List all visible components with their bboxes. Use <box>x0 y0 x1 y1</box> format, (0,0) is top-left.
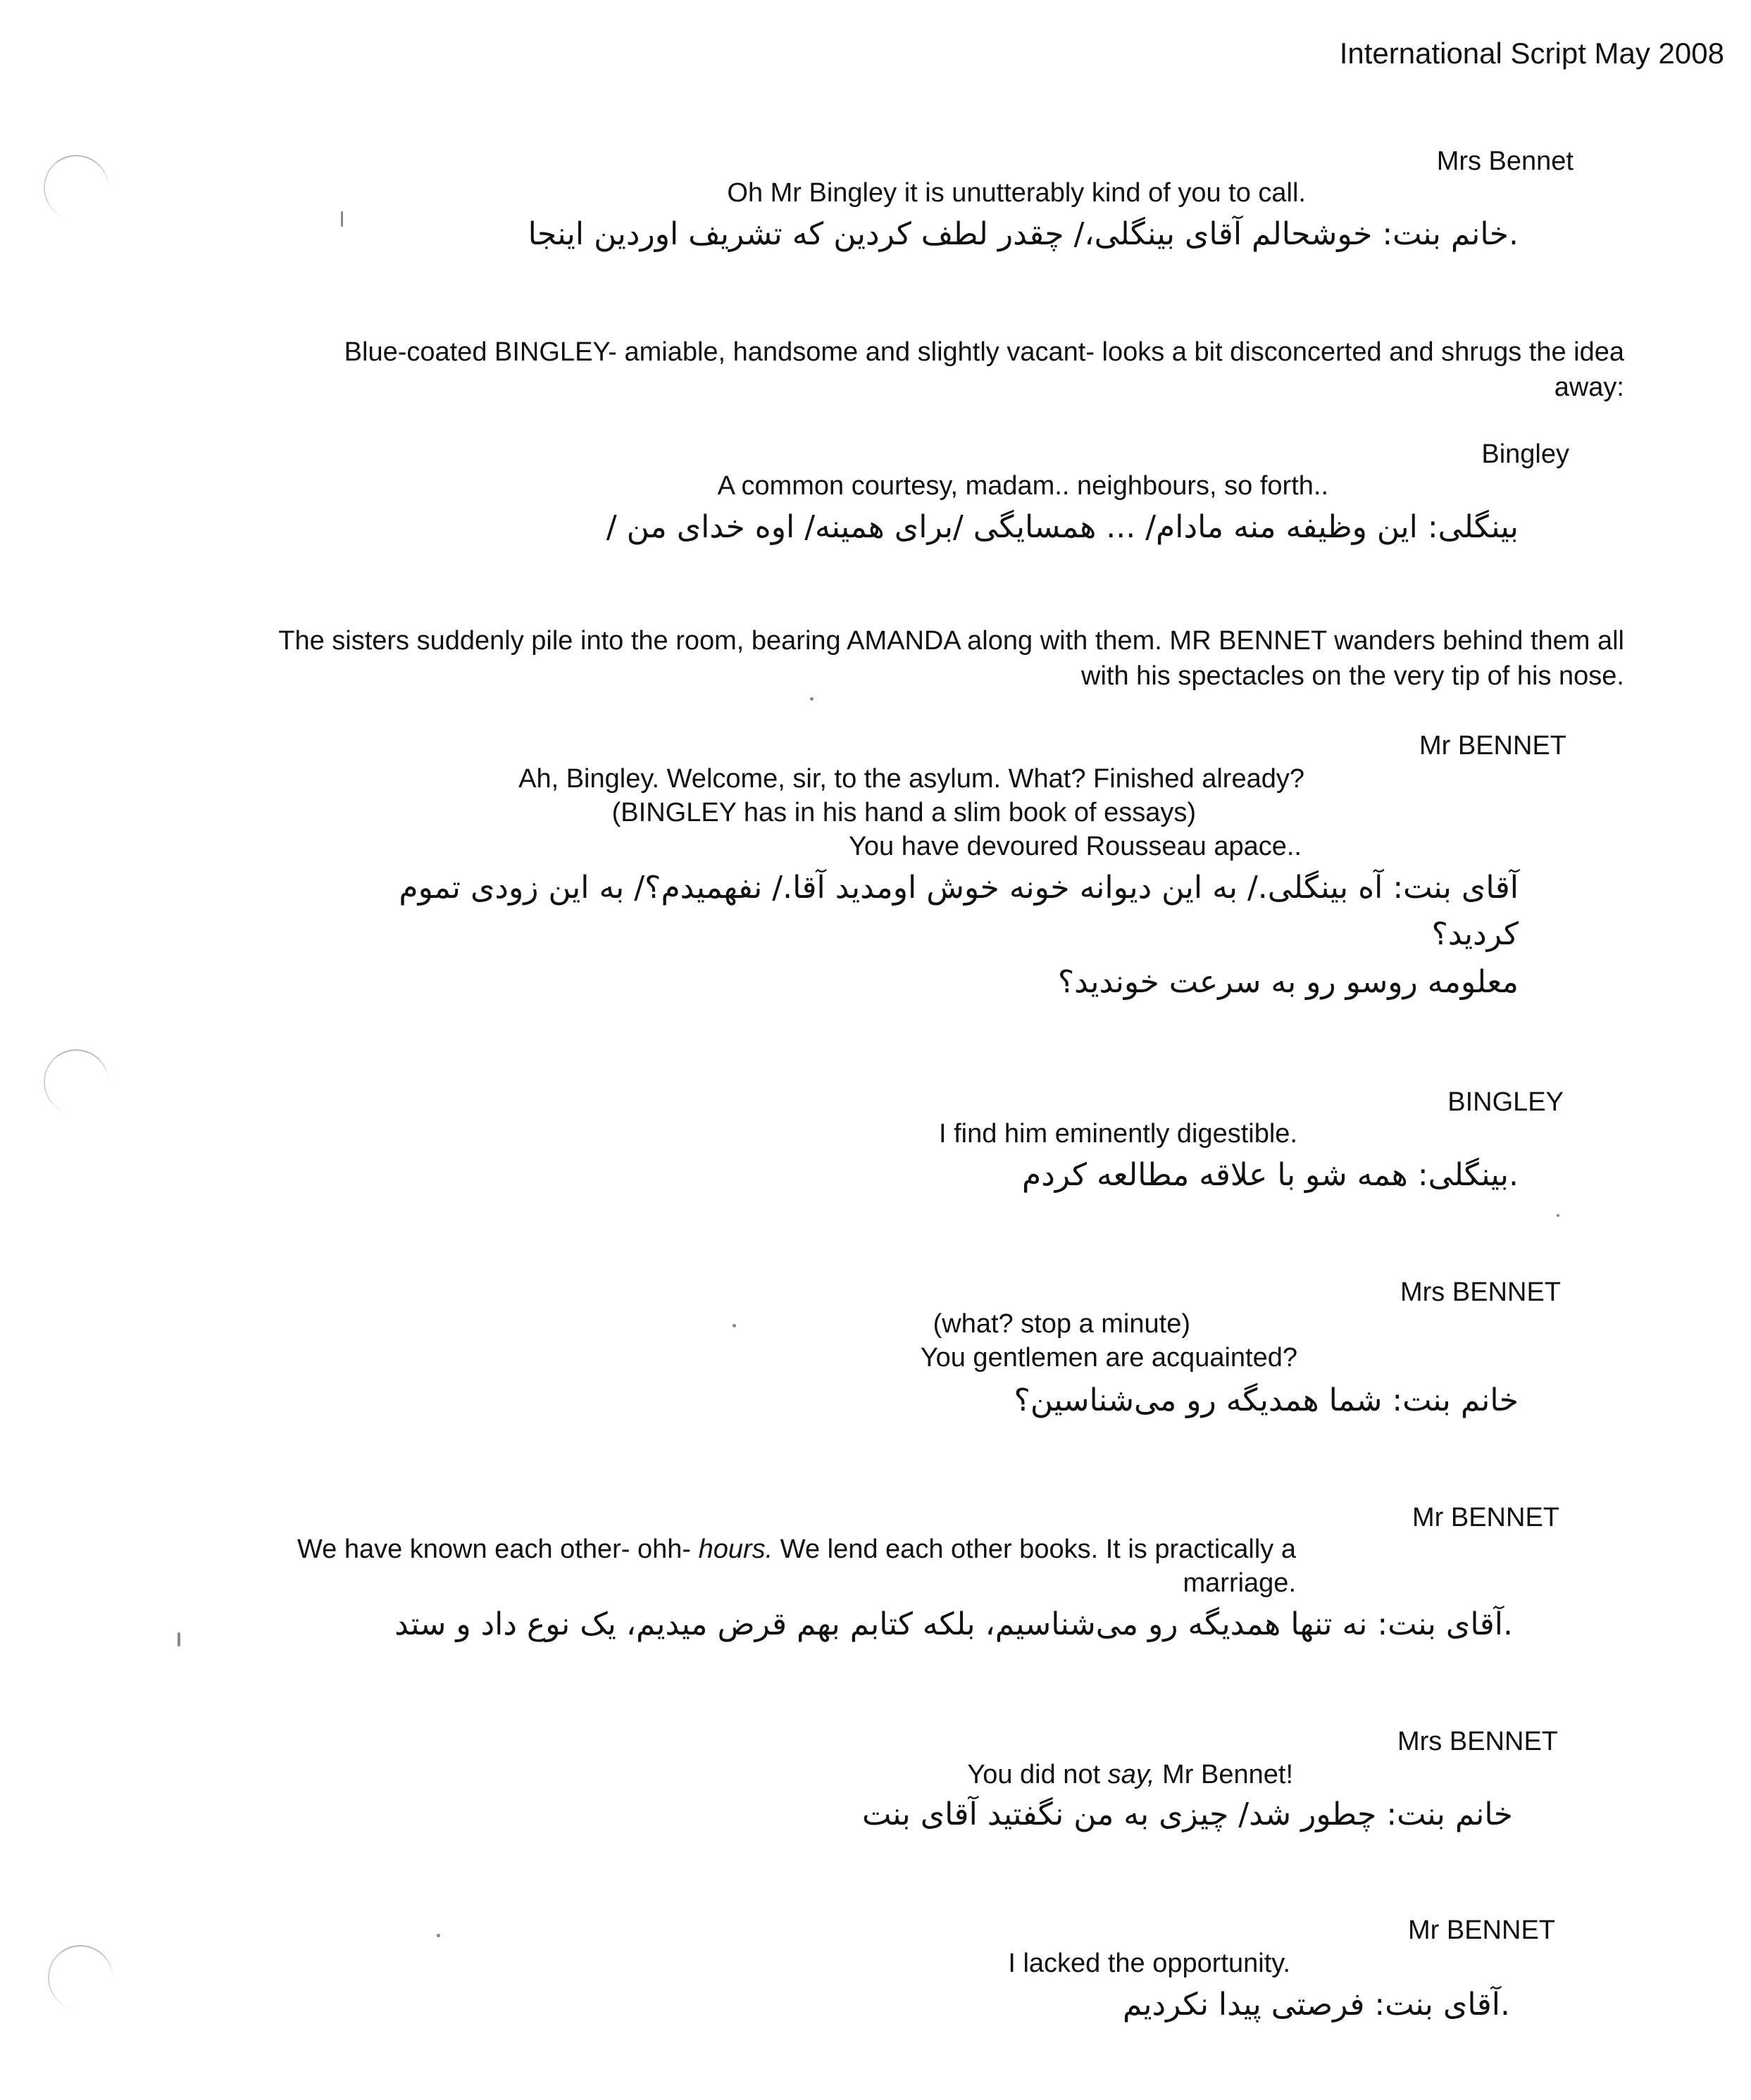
scan-speck-decoration <box>733 1324 736 1327</box>
scan-speck-decoration <box>810 697 814 701</box>
english-line: (BINGLEY has in his hand a slim book of essays) <box>611 798 1196 827</box>
stage-direction-line: away: <box>1554 373 1624 402</box>
english-line: You have devoured Rousseau apace.. <box>849 832 1302 861</box>
english-line: (what? stop a minute) <box>933 1309 1190 1339</box>
speaker-name: Bingley <box>1481 439 1569 469</box>
english-line <box>297 1532 1296 1566</box>
speaker-name: Mrs Bennet <box>1436 146 1574 176</box>
emphasis-text: say, <box>1107 1760 1155 1789</box>
speaker-name: Mr BENNET <box>1408 1915 1555 1945</box>
speaker-name: Mrs BENNET <box>1397 1727 1558 1756</box>
stage-direction-line: The sisters suddenly pile into the room, bearing AMANDA along with them. MR BENNET wanders behind them all <box>278 626 1624 656</box>
persian-line: بینگلی: این وظیفه منه مادام/ ... همسایگی /برای همینه/ اوه خدای من / <box>606 509 1519 545</box>
persian-line: .بینگلی: همه شو با علاقه مطالعه کردم <box>1021 1157 1519 1193</box>
stage-direction-line: with his spectacles on the very tip of his nose. <box>1081 661 1624 691</box>
persian-line: .خانم بنت: خوشحالم آقای بینگلی،/ چقدر لطف کردین که تشریف اوردین اینجا <box>528 216 1519 252</box>
english-line: marriage. <box>1183 1568 1296 1598</box>
english-line <box>967 1758 1293 1792</box>
stage-direction-line: Blue-coated BINGLEY- amiable, handsome and slightly vacant- looks a bit disconcerted and shrugs the idea <box>344 337 1624 367</box>
english-text: We have known each other- ohh- <box>297 1535 699 1564</box>
speaker-name: Mr BENNET <box>1419 731 1566 761</box>
persian-line: .آقای بنت: فرصتی پیدا نکردیم <box>1123 1987 1510 2023</box>
persian-line: کردید؟ <box>1431 916 1519 952</box>
binder-hole-decoration <box>39 151 113 224</box>
persian-line: خانم بنت: شما همدیگه رو می‌شناسین؟ <box>1014 1382 1519 1418</box>
english-text: We lend each other books. It is practically a <box>773 1535 1296 1564</box>
english-line: You gentlemen are acquainted? <box>920 1343 1297 1373</box>
binder-hole-decoration <box>44 1941 117 2014</box>
persian-line: معلومه روسو رو به سرعت خوندید؟ <box>1057 964 1519 1000</box>
persian-line: آقای بنت: آه بینگلی./ به این دیوانه خونه خوش اومدید آقا./ نفهمیدم؟/ به این زودی تموم <box>399 870 1519 906</box>
emphasis-text: hours. <box>698 1535 773 1564</box>
scan-speck-decoration <box>1557 1214 1559 1217</box>
document-header: International Script May 2008 <box>1339 37 1724 70</box>
persian-line: خانم بنت: چطور شد/ چیزی به من نگفتید آقای بنت <box>862 1796 1513 1832</box>
binder-hole-decoration <box>39 1045 113 1118</box>
speaker-name: Mr BENNET <box>1412 1503 1559 1532</box>
scan-speck-decoration <box>437 1934 440 1937</box>
scan-speck-decoration <box>177 1632 180 1646</box>
persian-line: .آقای بنت: نه تنها همدیگه رو می‌شناسیم، بلکه کتابم بهم قرض میدیم، یک نوع داد و ستد <box>394 1606 1513 1642</box>
english-line: I find him eminently digestible. <box>938 1119 1297 1149</box>
english-line: A common courtesy, madam.. neighbours, so forth.. <box>717 471 1328 501</box>
english-text: Mr Bennet! <box>1154 1760 1293 1789</box>
speaker-name: BINGLEY <box>1447 1087 1564 1117</box>
english-line: Ah, Bingley. Welcome, sir, to the asylum. What? Finished already? <box>518 764 1304 794</box>
english-line: Oh Mr Bingley it is unutterably kind of you to call. <box>727 178 1306 208</box>
english-text: You did not <box>967 1760 1108 1789</box>
scan-speck-decoration <box>341 211 343 227</box>
speaker-name: Mrs BENNET <box>1400 1277 1561 1307</box>
english-line: I lacked the opportunity. <box>1008 1949 1290 1978</box>
